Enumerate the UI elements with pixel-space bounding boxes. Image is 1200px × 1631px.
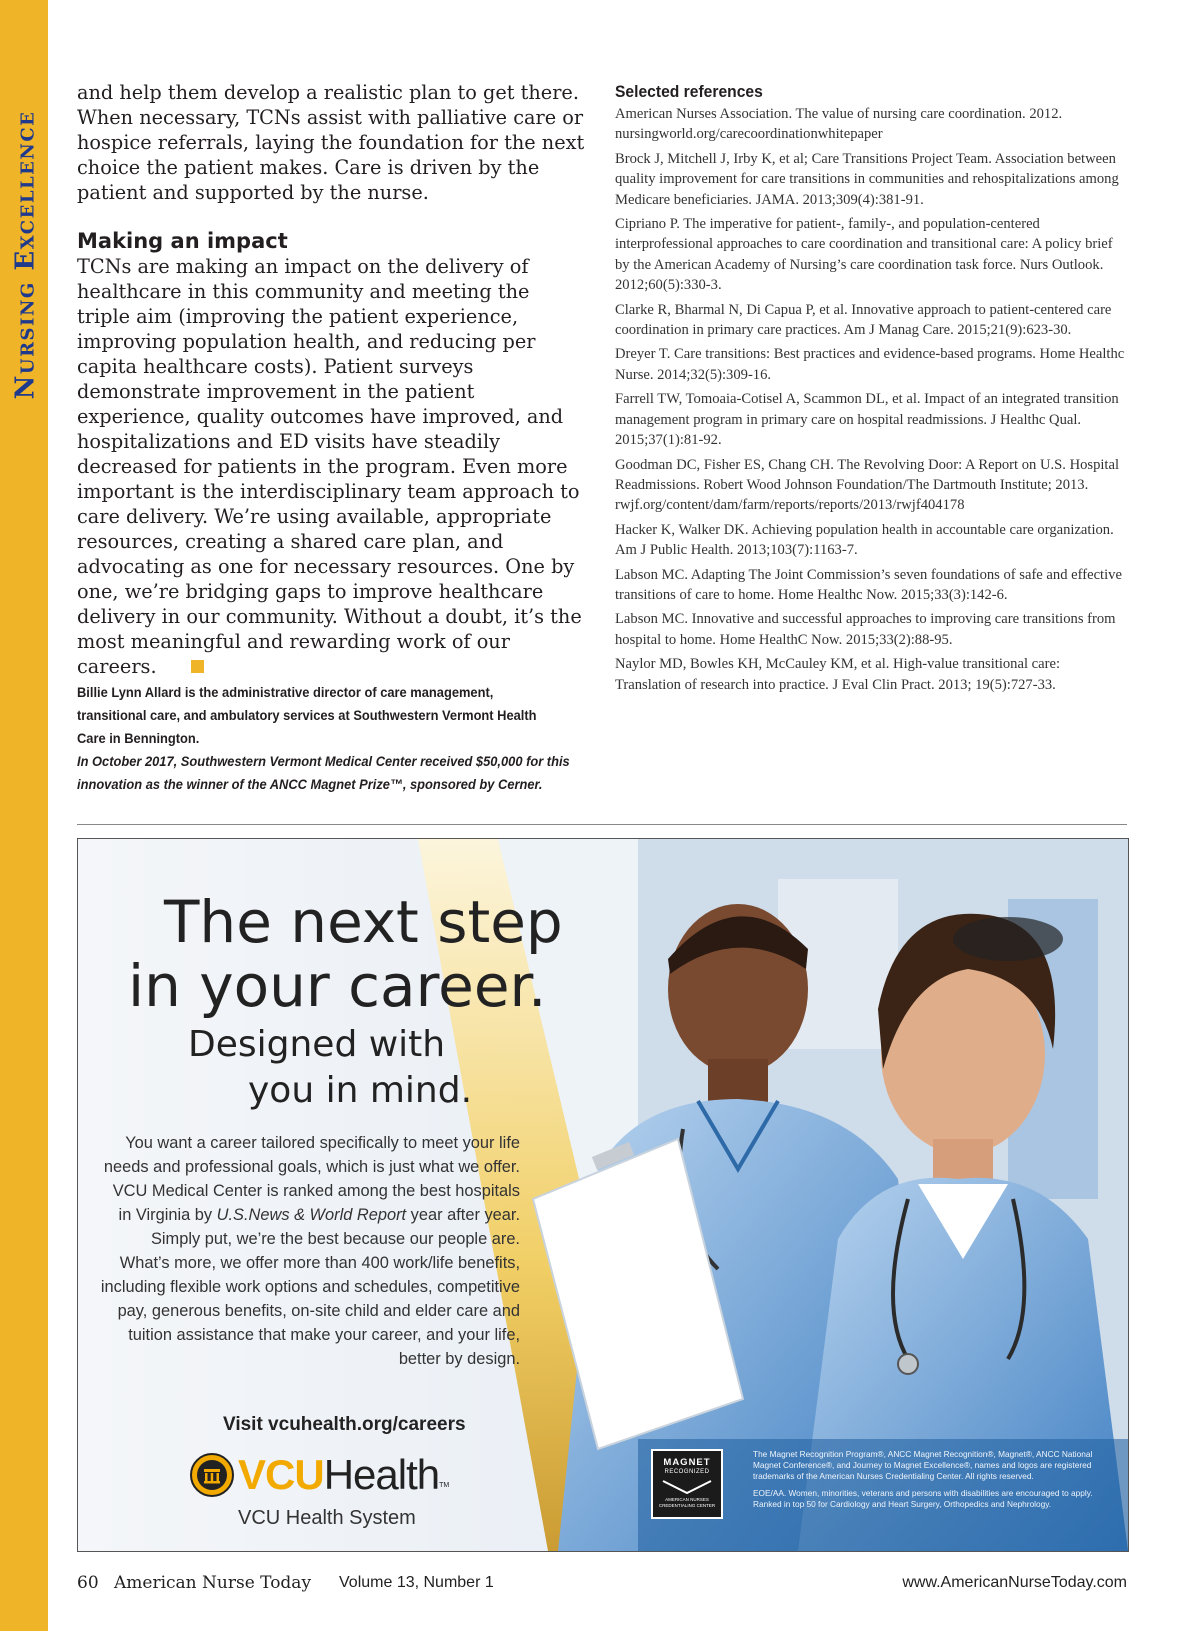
magnet-badge-emblem-icon	[653, 1477, 721, 1497]
magnet-badge-title: MAGNET	[663, 1457, 711, 1468]
reference-item: Brock J, Mitchell J, Irby K, et al; Care Transitions Project Team. Association between quality improvement for care transitions in communities and rehospitalizations among Medicare beneficiaries. JAMA. 2013;309(4):381-91.	[615, 150, 1119, 208]
page-footer	[77, 1573, 1127, 1597]
logo-trademark: TM	[439, 1482, 450, 1489]
ad-fine-print	[753, 1449, 1103, 1516]
divider-rule	[77, 824, 1127, 825]
page-number: 60	[77, 1573, 99, 1593]
vcu-health-advertisement	[77, 838, 1129, 1552]
reference-item: Farrell TW, Tomoaia-Cotisel A, Scammon DL, et al. Impact of an integrated transition management program in primary care on hospital readmissions. J Healthc Qual. 2015;37(1):81-92.	[615, 391, 1119, 449]
magazine-title: American Nurse Today	[114, 1573, 312, 1593]
author-bio: Billie Lynn Allard is the administrative director of care management, transitional care, and ambulatory services at Southwestern Vermont Health Care in Bennington.	[77, 684, 537, 746]
reference-item: Cipriano P. The imperative for patient-, family-, and population-centered interprofessional approaches to care coordination and transitional care: A policy brief by the American Academy of Nursing’s care coordination task force. Nurs Outlook. 2012;60(5):330-3.	[615, 216, 1113, 294]
references-heading: Selected references	[615, 82, 763, 101]
vcu-health-logo	[190, 1451, 449, 1499]
reference-item: American Nurses Association. The value of nursing care coordination. 2012. nursingworld.org/carecoordinationwhitepaper	[615, 106, 1063, 143]
article-column	[77, 80, 587, 679]
ad-fine-print-eoe: EOE/AA. Women, minorities, veterans and persons with disabilities are encouraged to apply. Ranked in top 50 for Cardiology and Heart Surgery, Orthopedics and Nephrology.	[753, 1488, 1093, 1509]
ad-headline-line2: in your career.	[128, 952, 547, 1020]
logo-health: Health	[323, 1451, 440, 1498]
reference-item: Clarke R, Bharmal N, Di Capua P, et al. Innovative approach to patient-centered care coordination in primary care practices. Am J Manag Care. 2015;21(9):623-30.	[615, 301, 1112, 339]
logo-vcu: VCU	[238, 1451, 324, 1498]
ad-headline-line1: The next step	[164, 888, 563, 956]
article-paragraph: and help them develop a realistic plan to get there. When necessary, TCNs assist with palliative care or hospice referrals, laying the foundation for the next choice the patient makes. Care is driven by the patient and supported by the nurse.	[77, 81, 585, 204]
magazine-url[interactable]: www.AmericanNurseToday.com	[902, 1574, 1127, 1591]
ad-body-copy	[100, 1131, 520, 1371]
reference-item: Labson MC. Adapting The Joint Commission’s seven foundations of safe and effective transitions of care to home. Home Healthc Now. 2015;33(3):142-6.	[615, 566, 1122, 603]
ad-body-text-2: year after year. Simply put, we’re the best because our people are. What’s more, we offer more than 400 work/life benefits, including flexible work options and schedules, competitive pay, generous benefits, on-site child and elder care and tuition assistance that make your career, and your life, better by design.	[100, 1206, 520, 1368]
magnet-badge-org: AMERICAN NURSES CREDENTIALING CENTER	[658, 1497, 716, 1508]
reference-item: Naylor MD, Bowles KH, McCauley KM, et al. High-value transitional care: Translation of research into practice. J Eval Clin Pract. 2013; 19(5):727-33.	[615, 656, 1061, 693]
magnet-recognized-badge	[651, 1449, 723, 1519]
section-heading: Making an impact	[77, 229, 288, 253]
ad-fine-print-trademarks: The Magnet Recognition Program®, ANCC Magnet Recognition®, Magnet®, ANCC National Magnet Conference®, and Journey to Magnet Excellence®, names and logos are registered trademarks of the American Nurses Credentialing Center. All rights reserved.	[753, 1449, 1093, 1481]
vcu-seal-icon	[190, 1453, 234, 1497]
magnet-badge-subtitle: RECOGNIZED	[664, 1469, 710, 1475]
ad-careers-link[interactable]: Visit vcuhealth.org/careers	[223, 1414, 466, 1435]
section-label	[10, 70, 40, 440]
ad-body-publication: U.S.News & World Report	[216, 1206, 407, 1224]
section-label-text: Nursing Excellence	[10, 110, 41, 400]
end-of-article-mark	[191, 660, 204, 673]
ad-system-name: VCU Health System	[238, 1507, 416, 1529]
reference-item: Labson MC. Innovative and successful approaches to improving care transitions from hospital to home. Home HealthC Now. 2015;33(2):88-95.	[615, 611, 1116, 648]
ad-subheadline-line1: Designed with	[188, 1024, 446, 1065]
ad-subheadline-line2: you in mind.	[248, 1070, 473, 1111]
reference-item: Dreyer T. Care transitions: Best practices and evidence-based programs. Home Healthc Nurse. 2014;32(5):309-16.	[615, 346, 1125, 383]
references-column	[615, 82, 1127, 699]
ad-body-text-1: You want a career tailored specifically to meet your life needs and professional goals, which is just what we offer. VCU Medical Center is ranked among the best hospitals in Virginia by	[103, 1134, 520, 1224]
award-note: In October 2017, Southwestern Vermont Medical Center received $50,000 for this innovation as the winner of the ANCC Magnet Prize™, sponsored by Cerner.	[77, 753, 570, 792]
article-paragraph-2-text: TCNs are making an impact on the delivery of healthcare in this community and meeting the triple aim (improving the patient experience, improving population health, and reducing per capita healthcare costs). Patient surveys demonstrate improvement in the patient experience, quality outcomes have improved, and hospitalizations and ED visits have steadily decreased for patients in the program. Even more important is the interdisciplinary team approach to care delivery. We’re using available, appropriate resources, creating a shared care plan, and advocating as one for necessary resources. One by one, we’re bridging gaps to improve healthcare delivery in our community. Without a doubt, it’s the most meaningful and rewarding work of our careers.	[77, 255, 582, 678]
issue-volume: Volume 13, Number 1	[339, 1574, 494, 1591]
reference-item: Goodman DC, Fisher ES, Chang CH. The Revolving Door: A Report on U.S. Hospital Readmissions. Robert Wood Johnson Foundation/The Dartmouth Institute; 2013. rwjf.org/content/dam/farm/reports/reports/2013/rwjf404178	[615, 456, 1120, 514]
reference-item: Hacker K, Walker DK. Achieving population health in accountable care organization. Am J Public Health. 2013;103(7):1163-7.	[615, 521, 1114, 559]
article-paragraph-2	[77, 254, 587, 679]
